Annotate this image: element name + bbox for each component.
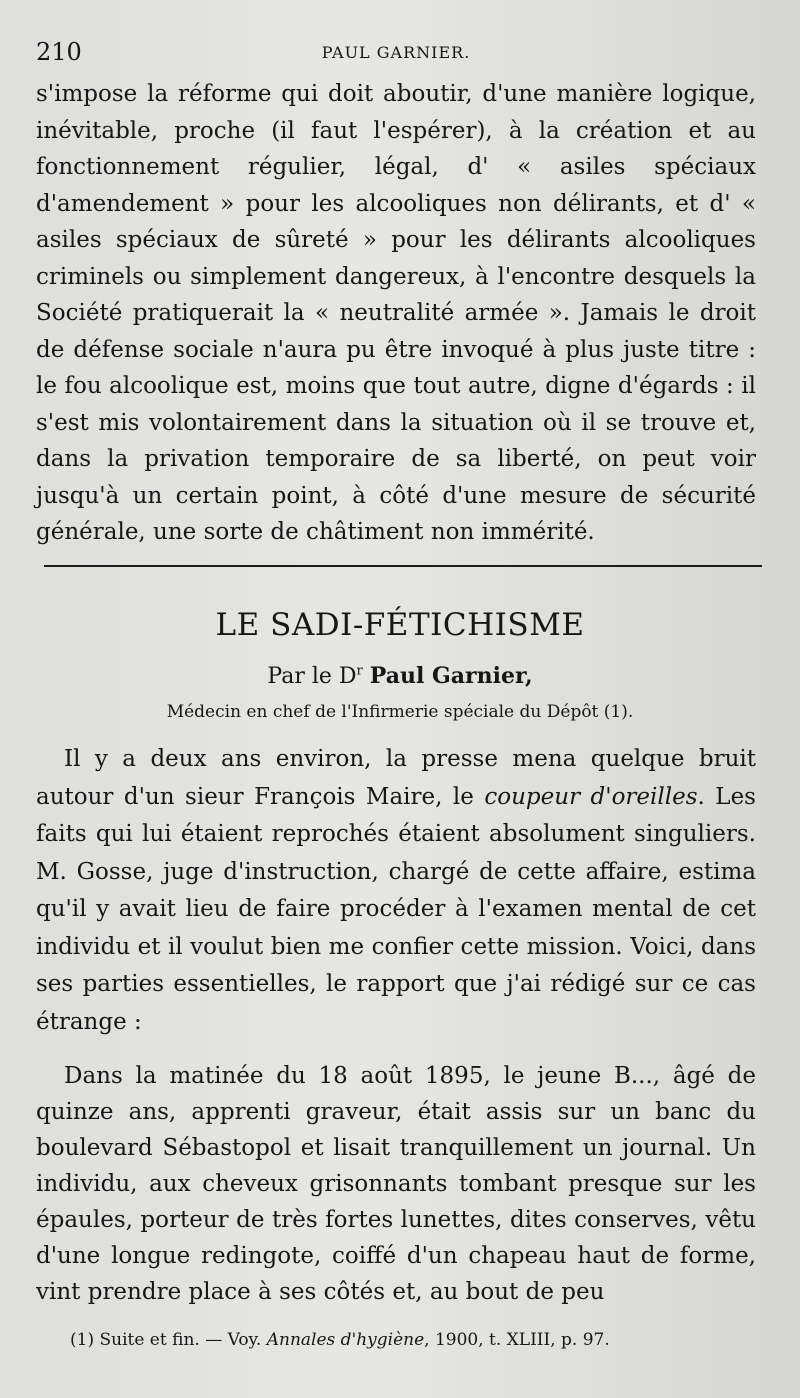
continuation-paragraph: s'impose la réforme qui doit aboutir, d'une manière logique, inévitable, proche (il faut l'espérer), à la création et au fonctionnement régulier, légal, d' « asiles spéciaux d'amendement » pour les alcooliques non délirants, et d' « asiles spéciaux de sûreté » pour les délirants alcooliques criminels ou simplement dangereux, à l'encontre desquels la Société pratiquerait la « neutralité armée ». Jamais le droit de défense sociale n'aura pu être invoqué à plus juste titre : le fou alcoolique est, moins que tout autre, digne d'égards : il s'est mis volontairement dans la situation où il se trouve et, dans la privation temporaire de sa liberté, on peut voir jusqu'à un certain point, à côté d'une mesure de sécurité générale, une sorte de châtiment non immérité.: [36, 81, 756, 545]
page-number: 210: [36, 38, 82, 66]
section-divider: [44, 565, 762, 567]
page-header: [36, 38, 756, 68]
article-title: LE SADI-FÉTICHISME: [215, 607, 585, 643]
footnote-text-end: , 1900, t. XLIII, p. 97.: [424, 1330, 610, 1350]
narrative-paragraph: Dans la matinée du 18 août 1895, le jeune B..., âgé de quinze ans, apprenti graveur, était assis sur un banc du boulevard Sébastopol et lisait tranquillement un journal. Un individu, aux cheveux grisonnants tombant presque sur les épaules, porteur de très fortes lunettes, dites conserves, vêtu d'une longue redingote, coiffé d'un chapeau haut de forme, vint prendre place à ses côtés et, au bout de peu: [36, 1063, 756, 1305]
intro-italic-term: coupeur d'oreilles: [484, 783, 698, 810]
author-name: Paul Garnier,: [369, 663, 533, 689]
running-head: PAUL GARNIER.: [321, 43, 471, 62]
footnote-text-start: (1) Suite et fin. — Voy.: [70, 1330, 267, 1350]
byline: [0, 663, 800, 689]
footnote-journal: Annales d'hygiène: [266, 1330, 425, 1350]
byline-prefix: Par le D: [267, 664, 357, 689]
author-affiliation: Médecin en chef de l'Infirmerie spéciale du Dépôt (1).: [166, 702, 634, 722]
byline-superscript: r: [356, 663, 363, 679]
footnote: [70, 1330, 756, 1350]
intro-text-end: . Les faits qui lui étaient reprochés étaient absolument singuliers. M. Gosse, juge d'instruction, chargé de cette affaire, estima qu'il y avait lieu de faire procéder à l'examen mental de cet individu et il voulut bien me confier cette mission. Voici, dans ses parties essentielles, le rapport que j'ai rédigé sur ce cas étrange :: [36, 783, 756, 1035]
intro-paragraph: [36, 741, 756, 1041]
intro-text-start: Il y a deux ans environ, la presse mena quelque bruit autour d'un sieur François Maire, le: [36, 746, 756, 810]
